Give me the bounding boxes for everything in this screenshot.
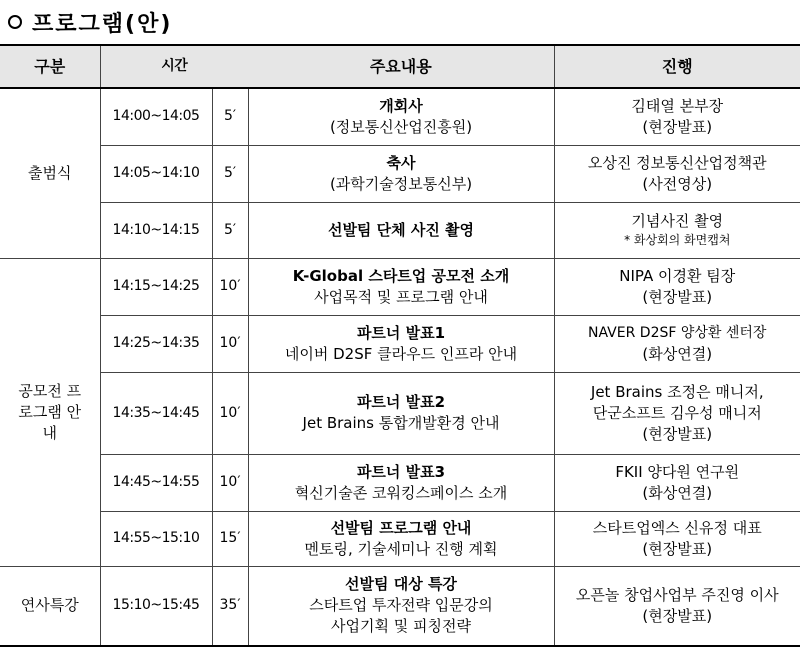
content-cell xyxy=(248,315,554,372)
duration-cell: 5′ xyxy=(212,202,248,258)
progress-cell xyxy=(554,454,800,511)
page-title: 프로그램(안) xyxy=(32,11,173,37)
header-progress: 진행 xyxy=(554,45,800,88)
content-title: 파트너 발표1 xyxy=(356,323,446,342)
content-cell xyxy=(248,88,554,145)
content-cell xyxy=(248,145,554,202)
duration-cell: 10′ xyxy=(212,315,248,372)
content-cell xyxy=(248,202,554,258)
progress-cell xyxy=(554,258,800,315)
content-subtitle: 멘토링, 기술세미나 진행 계획 xyxy=(304,539,498,558)
progress-line: (현장발표) xyxy=(642,606,713,625)
progress-line: 단군소프트 김우성 매니저 xyxy=(592,403,762,422)
time-cell: 15:10~15:45 xyxy=(100,566,212,646)
progress-cell xyxy=(554,511,800,566)
table-row xyxy=(0,454,800,511)
content-title: 파트너 발표3 xyxy=(356,462,446,481)
header-time: 시간 xyxy=(100,45,248,88)
duration-cell: 35′ xyxy=(212,566,248,646)
progress-line: NIPA 이경환 팀장 xyxy=(619,266,736,285)
content-subtitle: 혁신기술존 코워킹스페이스 소개 xyxy=(294,483,508,502)
progress-line: (화상연결) xyxy=(642,483,713,502)
progress-cell xyxy=(554,315,800,372)
category-cell: 연사특강 xyxy=(0,566,100,646)
content-subtitle: (정보통신산업진흥원) xyxy=(329,117,473,136)
content-title: 선발팀 프로그램 안내 xyxy=(330,518,472,537)
duration-cell: 5′ xyxy=(212,145,248,202)
progress-line: 오상진 정보통신산업정책관 xyxy=(587,153,767,172)
time-cell: 14:45~14:55 xyxy=(100,454,212,511)
progress-line: Jet Brains 조정은 매니저, xyxy=(590,382,764,401)
progress-note: * 화상회의 화면캡쳐 xyxy=(624,233,731,247)
program-heading xyxy=(8,4,172,40)
content-subtitle: Jet Brains 통합개발환경 안내 xyxy=(302,414,500,432)
table-row xyxy=(0,511,800,566)
table-row xyxy=(0,372,800,454)
table-header-row xyxy=(0,45,800,88)
content-title: 선발팀 대상 특강 xyxy=(345,575,457,594)
time-cell: 14:35~14:45 xyxy=(100,372,212,454)
content-title: K-Global 스타트업 공모전 소개 xyxy=(292,266,510,285)
content-title: 개회사 xyxy=(379,96,423,115)
content-subtitle: 스타트업 투자전략 입문강의 xyxy=(309,596,493,615)
duration-cell: 10′ xyxy=(212,454,248,511)
time-cell: 14:25~14:35 xyxy=(100,315,212,372)
header-category: 구분 xyxy=(0,45,100,88)
progress-cell xyxy=(554,145,800,202)
time-cell: 14:15~14:25 xyxy=(100,258,212,315)
progress-line: (사전영상) xyxy=(642,174,713,193)
table-row xyxy=(0,145,800,202)
progress-cell xyxy=(554,372,800,454)
content-title: 축사 xyxy=(386,153,416,172)
duration-cell: 5′ xyxy=(212,88,248,145)
content-cell xyxy=(248,511,554,566)
progress-line: NAVER D2SF 양상환 센터장 xyxy=(588,324,767,341)
duration-cell: 10′ xyxy=(212,372,248,454)
table-row xyxy=(0,258,800,315)
progress-line: 기념사진 촬영 xyxy=(631,212,724,230)
duration-cell: 15′ xyxy=(212,511,248,566)
circle-bullet-icon xyxy=(8,15,22,29)
progress-cell xyxy=(554,88,800,145)
content-cell xyxy=(248,258,554,315)
progress-line: 김태열 본부장 xyxy=(631,96,724,115)
progress-line: 스타트업엑스 신유정 대표 xyxy=(592,518,762,537)
progress-line: FKII 양다원 연구원 xyxy=(615,462,740,481)
progress-cell xyxy=(554,566,800,646)
table-row xyxy=(0,88,800,145)
time-cell: 14:55~15:10 xyxy=(100,511,212,566)
progress-line: (현장발표) xyxy=(642,424,713,443)
progress-line: (화상연결) xyxy=(642,344,713,363)
content-cell xyxy=(248,372,554,454)
content-title: 선발팀 단체 사진 촬영 xyxy=(327,220,475,239)
category-cell: 출범식 xyxy=(0,88,100,258)
progress-line: 오픈놀 창업사업부 주진영 이사 xyxy=(575,585,779,604)
content-subtitle: 사업기획 및 피칭전략 xyxy=(331,617,471,636)
program-table xyxy=(0,44,800,647)
progress-line: (현장발표) xyxy=(642,117,713,136)
time-cell: 14:10~14:15 xyxy=(100,202,212,258)
duration-cell: 10′ xyxy=(212,258,248,315)
header-content: 주요내용 xyxy=(248,45,554,88)
content-title: 파트너 발표2 xyxy=(356,393,446,411)
content-subtitle: (과학기술정보통신부) xyxy=(329,174,473,193)
content-subtitle: 네이버 D2SF 클라우드 인프라 안내 xyxy=(284,344,518,363)
progress-line: (현장발표) xyxy=(642,539,713,558)
table-row xyxy=(0,202,800,258)
content-cell xyxy=(248,566,554,646)
progress-line: (현장발표) xyxy=(642,287,713,306)
content-subtitle: 사업목적 및 프로그램 안내 xyxy=(314,287,488,306)
time-cell: 14:00~14:05 xyxy=(100,88,212,145)
time-cell: 14:05~14:10 xyxy=(100,145,212,202)
category-cell: 공모전 프로그램 안내 xyxy=(0,258,100,566)
table-row xyxy=(0,315,800,372)
content-cell xyxy=(248,454,554,511)
table-row xyxy=(0,566,800,646)
progress-cell xyxy=(554,202,800,258)
